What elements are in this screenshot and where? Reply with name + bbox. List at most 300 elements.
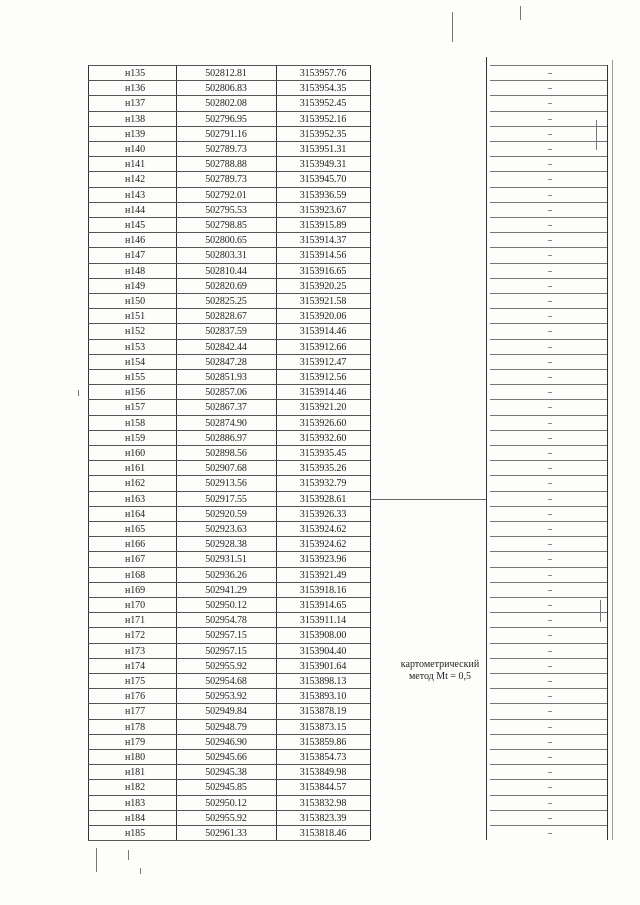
x-coordinate: 502789.73 — [205, 144, 247, 155]
row-line — [88, 536, 370, 537]
point-name: н146 — [125, 235, 145, 247]
y-coordinate: 3153832.98 — [299, 797, 347, 809]
x-coordinate: 502791.16 — [205, 128, 247, 140]
point-name: н179 — [125, 736, 145, 748]
x-coordinate: 502851.93 — [205, 372, 247, 383]
row-line-right — [490, 126, 607, 127]
scan-speck — [140, 868, 141, 874]
x-coordinate: 502847.28 — [205, 356, 247, 368]
dash-mark — [548, 833, 552, 834]
point-name: н145 — [125, 220, 145, 231]
row-line — [88, 202, 370, 203]
row-line-right — [490, 293, 607, 294]
row-line-right — [490, 323, 607, 324]
row-line — [88, 582, 370, 583]
row-line — [88, 232, 370, 233]
x-coordinate: 502825.25 — [205, 296, 247, 307]
dash-mark — [548, 240, 552, 241]
y-coordinate: 3153914.46 — [299, 326, 347, 338]
point-name: н137 — [125, 98, 145, 110]
y-coordinate: 3153952.45 — [299, 98, 347, 110]
row-line-right — [490, 460, 607, 461]
y-coordinate: 3153928.61 — [299, 493, 347, 505]
point-name: н180 — [125, 752, 145, 763]
point-name: н167 — [125, 554, 145, 566]
row-line — [88, 825, 370, 826]
dash-mark — [548, 103, 552, 104]
row-line-right — [490, 551, 607, 552]
point-name: н185 — [125, 828, 145, 839]
dash-mark — [548, 73, 552, 74]
y-coordinate: 3153912.47 — [299, 356, 347, 368]
y-coordinate: 3153920.25 — [299, 280, 347, 292]
point-name: н141 — [125, 159, 145, 171]
row-line — [88, 445, 370, 446]
row-line-right — [490, 247, 607, 248]
y-coordinate: 3153921.58 — [299, 296, 347, 307]
row-line-right — [490, 171, 607, 172]
point-name: н170 — [125, 600, 145, 611]
x-coordinate: 502795.53 — [205, 204, 247, 216]
point-name: н135 — [125, 68, 145, 79]
y-coordinate: 3153936.59 — [299, 189, 347, 201]
row-line-right — [490, 65, 607, 66]
x-coordinate: 502957.15 — [205, 645, 247, 657]
y-coordinate: 3153957.76 — [299, 68, 347, 79]
row-line-right — [490, 567, 607, 568]
dash-mark — [548, 453, 552, 454]
y-coordinate: 3153904.40 — [299, 645, 347, 657]
dash-mark — [548, 514, 552, 515]
row-line — [88, 779, 370, 780]
y-coordinate: 3153921.49 — [299, 569, 347, 581]
y-coordinate: 3153952.35 — [299, 128, 347, 140]
dash-mark — [548, 164, 552, 165]
row-line — [88, 460, 370, 461]
point-name: н156 — [125, 387, 145, 399]
row-line — [88, 658, 370, 659]
point-name: н139 — [125, 128, 145, 140]
point-name: н163 — [125, 493, 145, 505]
x-coordinate: 502886.97 — [205, 432, 247, 444]
row-line-right — [490, 187, 607, 188]
row-line — [88, 384, 370, 385]
point-name: н182 — [125, 782, 145, 794]
point-name: н184 — [125, 812, 145, 824]
row-line — [88, 643, 370, 644]
point-name: н136 — [125, 83, 145, 95]
row-line-right — [490, 825, 607, 826]
row-line-right — [490, 95, 607, 96]
row-line — [88, 111, 370, 112]
x-coordinate: 502955.92 — [205, 660, 247, 672]
y-coordinate: 3153952.16 — [299, 113, 347, 125]
y-coordinate: 3153954.35 — [299, 83, 347, 95]
y-coordinate: 3153914.65 — [299, 600, 347, 611]
row-line-right — [490, 491, 607, 492]
scan-speck — [78, 390, 79, 396]
row-line-right — [490, 582, 607, 583]
row-line — [88, 95, 370, 96]
x-coordinate: 502957.15 — [205, 630, 247, 642]
row-line — [88, 567, 370, 568]
row-line — [88, 521, 370, 522]
dash-mark — [548, 590, 552, 591]
row-line-right — [490, 141, 607, 142]
row-line — [88, 399, 370, 400]
x-coordinate: 502945.66 — [205, 752, 247, 763]
x-coordinate: 502931.51 — [205, 554, 247, 566]
point-name: н153 — [125, 341, 145, 353]
row-line — [88, 126, 370, 127]
row-line — [88, 339, 370, 340]
point-name: н176 — [125, 691, 145, 703]
y-coordinate: 3153908.00 — [299, 630, 347, 642]
point-name: н149 — [125, 280, 145, 292]
y-coordinate: 3153878.19 — [299, 706, 347, 718]
row-line-right — [490, 688, 607, 689]
point-name: н166 — [125, 539, 145, 551]
dash-mark — [548, 392, 552, 393]
dash-mark — [548, 377, 552, 378]
dash-mark — [548, 316, 552, 317]
point-name: н158 — [125, 417, 145, 429]
scan-speck — [128, 850, 129, 860]
row-line-right — [490, 597, 607, 598]
x-coordinate: 502867.37 — [205, 402, 247, 414]
y-coordinate: 3153911.14 — [299, 615, 347, 627]
row-line — [88, 810, 370, 811]
row-line-right — [490, 521, 607, 522]
dash-mark — [548, 635, 552, 636]
x-coordinate: 502949.84 — [205, 706, 247, 718]
x-coordinate: 502828.67 — [205, 311, 247, 323]
row-line — [88, 263, 370, 264]
row-line-right — [490, 263, 607, 264]
point-name: н159 — [125, 432, 145, 444]
row-line-right — [490, 719, 607, 720]
dash-mark — [548, 483, 552, 484]
row-line-right — [490, 80, 607, 81]
y-coordinate: 3153873.15 — [299, 721, 347, 733]
y-coordinate: 3153914.56 — [299, 250, 347, 262]
y-coordinate: 3153932.60 — [299, 432, 347, 444]
method-note-line-2: метод Mt = 0,5 — [408, 671, 472, 682]
y-coordinate: 3153932.79 — [299, 478, 347, 490]
row-line-right — [490, 232, 607, 233]
y-coordinate: 3153923.96 — [299, 554, 347, 566]
row-line — [88, 795, 370, 796]
point-name: н161 — [125, 463, 145, 475]
x-coordinate: 502948.79 — [205, 721, 247, 733]
point-name: н169 — [125, 584, 145, 596]
row-line — [88, 612, 370, 613]
x-coordinate: 502923.63 — [205, 524, 247, 535]
x-coordinate: 502842.44 — [205, 341, 247, 353]
dash-mark — [548, 362, 552, 363]
point-name: н175 — [125, 676, 145, 687]
x-coordinate: 502955.92 — [205, 812, 247, 824]
row-line — [88, 217, 370, 218]
x-coordinate: 502806.83 — [205, 83, 247, 95]
x-coordinate: 502798.85 — [205, 220, 247, 231]
point-name: н143 — [125, 189, 145, 201]
y-coordinate: 3153949.31 — [299, 159, 347, 171]
y-coordinate: 3153914.46 — [299, 387, 347, 399]
row-line-right — [490, 111, 607, 112]
col-border-4 — [486, 57, 487, 840]
x-coordinate: 502857.06 — [205, 387, 247, 399]
col-border-right — [607, 65, 608, 840]
dash-mark — [548, 620, 552, 621]
point-name: н150 — [125, 296, 145, 307]
x-coordinate: 502954.78 — [205, 615, 247, 627]
x-coordinate: 502907.68 — [205, 463, 247, 475]
row-line — [88, 475, 370, 476]
row-line-right — [490, 475, 607, 476]
row-line-right — [490, 415, 607, 416]
row-line-right — [490, 354, 607, 355]
scan-speck — [596, 120, 597, 150]
scan-speck — [452, 12, 453, 42]
y-coordinate: 3153898.13 — [299, 676, 347, 687]
row-line — [88, 673, 370, 674]
right-edge-line — [612, 60, 613, 840]
dash-mark — [548, 757, 552, 758]
method-note — [385, 659, 495, 683]
y-coordinate: 3153921.20 — [299, 402, 347, 414]
dash-mark — [548, 149, 552, 150]
row-line — [88, 627, 370, 628]
point-name: н140 — [125, 144, 145, 155]
y-coordinate: 3153924.62 — [299, 524, 347, 535]
y-coordinate: 3153935.45 — [299, 448, 347, 459]
x-coordinate: 502954.68 — [205, 676, 247, 687]
y-coordinate: 3153918.16 — [299, 584, 347, 596]
x-coordinate: 502788.88 — [205, 159, 247, 171]
point-name: н162 — [125, 478, 145, 490]
x-coordinate: 502961.33 — [205, 828, 247, 839]
x-coordinate: 502820.69 — [205, 280, 247, 292]
x-coordinate: 502803.31 — [205, 250, 247, 262]
point-name: н164 — [125, 508, 145, 520]
dash-mark — [548, 681, 552, 682]
row-line-right — [490, 612, 607, 613]
dash-mark — [548, 195, 552, 196]
row-line — [88, 506, 370, 507]
row-line — [88, 551, 370, 552]
x-coordinate: 502936.26 — [205, 569, 247, 581]
y-coordinate: 3153914.37 — [299, 235, 347, 247]
row-line — [88, 354, 370, 355]
connector-line — [370, 499, 486, 500]
x-coordinate: 502898.56 — [205, 448, 247, 459]
row-line-right — [490, 673, 607, 674]
row-line — [88, 703, 370, 704]
row-line-right — [490, 506, 607, 507]
dash-mark — [548, 818, 552, 819]
dash-mark — [548, 787, 552, 788]
row-line-right — [490, 339, 607, 340]
x-coordinate: 502946.90 — [205, 736, 247, 748]
row-line-right — [490, 536, 607, 537]
row-line-right — [490, 430, 607, 431]
dash-mark — [548, 711, 552, 712]
x-coordinate: 502950.12 — [205, 797, 247, 809]
row-line-right — [490, 156, 607, 157]
dash-mark — [548, 225, 552, 226]
x-coordinate: 502837.59 — [205, 326, 247, 338]
dash-mark — [548, 529, 552, 530]
row-line-right — [490, 445, 607, 446]
y-coordinate: 3153849.98 — [299, 767, 347, 779]
point-name: н174 — [125, 660, 145, 672]
dash-mark — [548, 696, 552, 697]
dash-mark — [548, 88, 552, 89]
row-line — [88, 278, 370, 279]
scan-speck — [96, 848, 97, 872]
y-coordinate: 3153912.66 — [299, 341, 347, 353]
x-coordinate: 502789.73 — [205, 174, 247, 186]
col-border-left — [88, 65, 89, 840]
row-line — [88, 688, 370, 689]
point-name: н172 — [125, 630, 145, 642]
row-line-right — [490, 703, 607, 704]
y-coordinate: 3153926.33 — [299, 508, 347, 520]
method-note-line-1: картометрический — [400, 659, 480, 670]
x-coordinate: 502792.01 — [205, 189, 247, 201]
row-line — [88, 247, 370, 248]
point-name: н173 — [125, 645, 145, 657]
point-name: н157 — [125, 402, 145, 414]
row-line-right — [490, 202, 607, 203]
y-coordinate: 3153859.86 — [299, 736, 347, 748]
dash-mark — [548, 134, 552, 135]
col-border-2 — [276, 65, 277, 840]
y-coordinate: 3153945.70 — [299, 174, 347, 186]
dash-mark — [548, 803, 552, 804]
row-line-right — [490, 779, 607, 780]
point-name: н148 — [125, 265, 145, 277]
row-line — [88, 749, 370, 750]
dash-mark — [548, 727, 552, 728]
point-name: н147 — [125, 250, 145, 262]
row-line-right — [490, 764, 607, 765]
row-line — [88, 293, 370, 294]
row-line — [88, 415, 370, 416]
y-coordinate: 3153901.64 — [299, 660, 347, 672]
dash-mark — [548, 544, 552, 545]
point-name: н160 — [125, 448, 145, 459]
row-line — [88, 734, 370, 735]
y-coordinate: 3153854.73 — [299, 752, 347, 763]
point-name: н154 — [125, 356, 145, 368]
point-name: н171 — [125, 615, 145, 627]
dash-mark — [548, 499, 552, 500]
col-border-1 — [176, 65, 177, 840]
point-name: н183 — [125, 797, 145, 809]
row-line-bottom — [88, 840, 370, 841]
dash-mark — [548, 407, 552, 408]
y-coordinate: 3153844.57 — [299, 782, 347, 794]
dash-mark — [548, 119, 552, 120]
y-coordinate: 3153920.06 — [299, 311, 347, 323]
dash-mark — [548, 575, 552, 576]
point-name: н151 — [125, 311, 145, 323]
y-coordinate: 3153912.56 — [299, 372, 347, 383]
row-line-right — [490, 384, 607, 385]
x-coordinate: 502812.81 — [205, 68, 247, 79]
x-coordinate: 502810.44 — [205, 265, 247, 277]
dash-mark — [548, 423, 552, 424]
row-line — [88, 187, 370, 188]
row-line — [88, 141, 370, 142]
dash-mark — [548, 301, 552, 302]
row-line — [88, 369, 370, 370]
dash-mark — [548, 651, 552, 652]
row-line — [88, 156, 370, 157]
point-name: н142 — [125, 174, 145, 186]
point-name: н138 — [125, 113, 145, 125]
point-name: н177 — [125, 706, 145, 718]
row-line — [88, 430, 370, 431]
dash-mark — [548, 772, 552, 773]
row-line-right — [490, 643, 607, 644]
point-name: н178 — [125, 721, 145, 733]
dash-mark — [548, 438, 552, 439]
x-coordinate: 502928.38 — [205, 539, 247, 551]
x-coordinate: 502920.59 — [205, 508, 247, 520]
row-line-right — [490, 749, 607, 750]
row-line — [88, 323, 370, 324]
dash-mark — [548, 605, 552, 606]
row-line — [88, 491, 370, 492]
point-name: н181 — [125, 767, 145, 779]
x-coordinate: 502874.90 — [205, 417, 247, 429]
x-coordinate: 502945.38 — [205, 767, 247, 779]
y-coordinate: 3153923.67 — [299, 204, 347, 216]
y-coordinate: 3153935.26 — [299, 463, 347, 475]
point-name: н144 — [125, 204, 145, 216]
row-line — [88, 65, 370, 66]
x-coordinate: 502950.12 — [205, 600, 247, 611]
col-border-3 — [370, 65, 371, 840]
dash-mark — [548, 255, 552, 256]
dash-mark — [548, 468, 552, 469]
x-coordinate: 502802.08 — [205, 98, 247, 110]
dash-mark — [548, 666, 552, 667]
scan-speck — [520, 6, 521, 20]
scan-speck — [600, 600, 601, 622]
row-line-right — [490, 658, 607, 659]
dash-mark — [548, 742, 552, 743]
dash-mark — [548, 179, 552, 180]
y-coordinate: 3153924.62 — [299, 539, 347, 551]
x-coordinate: 502945.85 — [205, 782, 247, 794]
row-line — [88, 719, 370, 720]
y-coordinate: 3153823.39 — [299, 812, 347, 824]
row-line — [88, 80, 370, 81]
row-line-right — [490, 627, 607, 628]
row-line — [88, 597, 370, 598]
row-line-right — [490, 795, 607, 796]
row-line-right — [490, 734, 607, 735]
point-name: н165 — [125, 524, 145, 535]
point-name: н168 — [125, 569, 145, 581]
x-coordinate: 502941.29 — [205, 584, 247, 596]
dash-mark — [548, 331, 552, 332]
row-line — [88, 171, 370, 172]
